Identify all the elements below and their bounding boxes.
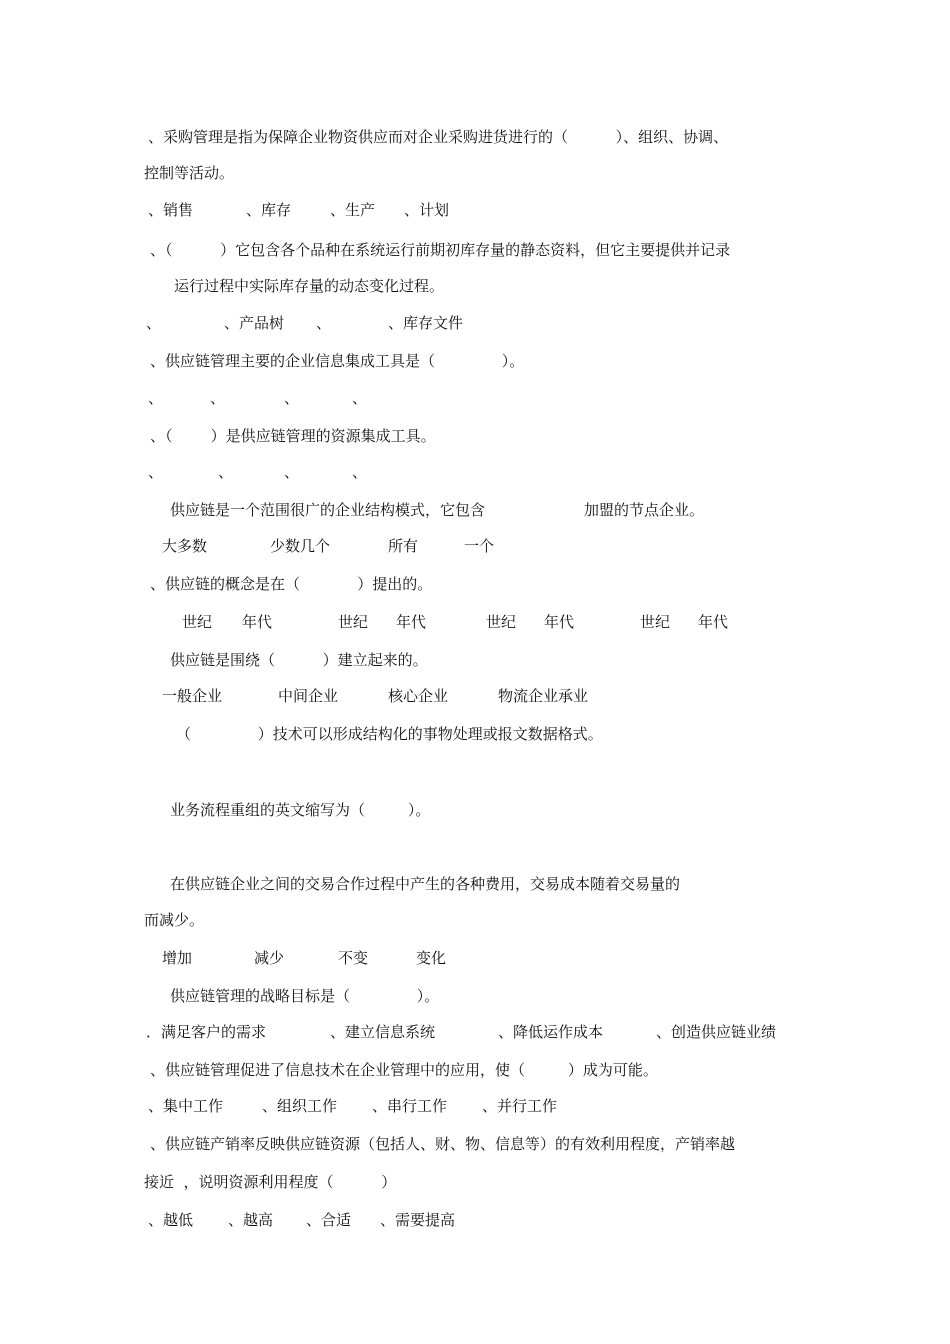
- question-2-stem: 、（ ）它包含各个品种在系统运行前期初库存量的静态资料，但它主要提供并记录: [150, 241, 731, 259]
- question-10-option-a: 增加: [162, 949, 193, 967]
- question-3-option-d: 、: [352, 389, 368, 407]
- question-2-option-c: 、: [316, 314, 332, 332]
- question-6-option-a-decade: 年代: [242, 613, 273, 631]
- question-5-option-d: 一个: [464, 537, 495, 555]
- question-6-option-c-century: 世纪: [486, 613, 517, 631]
- question-5-stem: 供应链是一个范围很广的企业结构模式，它包含: [170, 501, 486, 519]
- question-3-option-c: 、: [284, 389, 300, 407]
- question-1-option-b: 、库存: [246, 201, 292, 219]
- question-5-stem-tail: 加盟的节点企业。: [584, 501, 705, 519]
- question-3-option-b: 、: [210, 389, 226, 407]
- question-2-stem-cont: 运行过程中实际库存量的动态变化过程。: [174, 277, 445, 295]
- question-11-option-a: ．满足客户的需求: [146, 1023, 267, 1041]
- question-10-option-c: 不变: [338, 949, 369, 967]
- question-1-stem: 、采购管理是指为保障企业物资供应而对企业采购进货进行的（ ）、组织、协调、: [148, 128, 729, 146]
- question-1-stem-cont: 控制等活动。: [144, 164, 235, 182]
- question-11-option-b: 、建立信息系统: [330, 1023, 436, 1041]
- question-1-option-a: 、销售: [148, 201, 194, 219]
- question-5-option-b: 少数几个: [270, 537, 331, 555]
- question-7-stem: 供应链是围绕（ ）建立起来的。: [170, 651, 428, 669]
- question-2-option-d: 、库存文件: [388, 314, 464, 332]
- question-6-option-c-decade: 年代: [544, 613, 575, 631]
- question-10-option-b: 减少: [254, 949, 285, 967]
- question-13-stem: 、供应链产销率反映供应链资源（包括人、财、物、信息等）的有效利用程度，产销率越: [150, 1135, 736, 1153]
- question-12-option-c: 、串行工作: [372, 1097, 448, 1115]
- question-6-option-d-century: 世纪: [640, 613, 671, 631]
- question-10-stem-cont: 而减少。: [144, 911, 205, 929]
- question-8-stem: （ ）技术可以形成结构化的事物处理或报文数据格式。: [176, 725, 603, 743]
- question-4-option-b: 、: [218, 463, 234, 481]
- question-12-option-a: 、集中工作: [148, 1097, 224, 1115]
- question-11-option-c: 、降低运作成本: [498, 1023, 604, 1041]
- question-13-option-c: 、合适: [306, 1211, 352, 1229]
- question-7-option-d: 物流企业承业: [498, 687, 589, 705]
- question-4-option-a: 、: [148, 463, 164, 481]
- question-4-stem: 、（ ）是供应链管理的资源集成工具。: [150, 427, 436, 445]
- question-11-stem: 供应链管理的战略目标是（ ）。: [170, 987, 440, 1005]
- question-4-option-d: 、: [352, 463, 368, 481]
- question-1-option-c: 、生产: [330, 201, 376, 219]
- question-6-option-a-century: 世纪: [182, 613, 213, 631]
- question-5-option-a: 大多数: [162, 537, 208, 555]
- question-12-stem: 、供应链管理促进了信息技术在企业管理中的应用，使（ ）成为可能。: [150, 1061, 658, 1079]
- question-6-option-b-century: 世纪: [338, 613, 369, 631]
- question-13-option-d: 、需要提高: [380, 1211, 456, 1229]
- question-9-stem: 业务流程重组的英文缩写为（ ）。: [170, 801, 431, 819]
- question-5-option-c: 所有: [388, 537, 419, 555]
- question-7-option-c: 核心企业: [388, 687, 449, 705]
- question-2-option-b: 、产品树: [224, 314, 285, 332]
- question-6-option-b-decade: 年代: [396, 613, 427, 631]
- question-13-option-b: 、越高: [228, 1211, 274, 1229]
- question-6-stem: 、供应链的概念是在（ ）提出的。: [150, 575, 433, 593]
- question-4-option-c: 、: [284, 463, 300, 481]
- question-11-option-d: 、创造供应链业绩: [656, 1023, 777, 1041]
- question-12-option-d: 、并行工作: [482, 1097, 558, 1115]
- question-3-option-a: 、: [148, 389, 164, 407]
- question-1-option-d: 、计划: [404, 201, 450, 219]
- question-12-option-b: 、组织工作: [262, 1097, 338, 1115]
- question-13-option-a: 、越低: [148, 1211, 194, 1229]
- question-10-stem: 在供应链企业之间的交易合作过程中产生的各种费用，交易成本随着交易量的: [170, 875, 681, 893]
- question-3-stem: 、供应链管理主要的企业信息集成工具是（ ）。: [150, 352, 525, 370]
- question-10-option-d: 变化: [416, 949, 447, 967]
- question-2-option-a: 、: [146, 314, 162, 332]
- question-6-option-d-decade: 年代: [698, 613, 729, 631]
- question-13-stem-cont: 接近 ，说明资源利用程度（ ）: [144, 1173, 397, 1191]
- question-7-option-a: 一般企业: [162, 687, 223, 705]
- question-7-option-b: 中间企业: [278, 687, 339, 705]
